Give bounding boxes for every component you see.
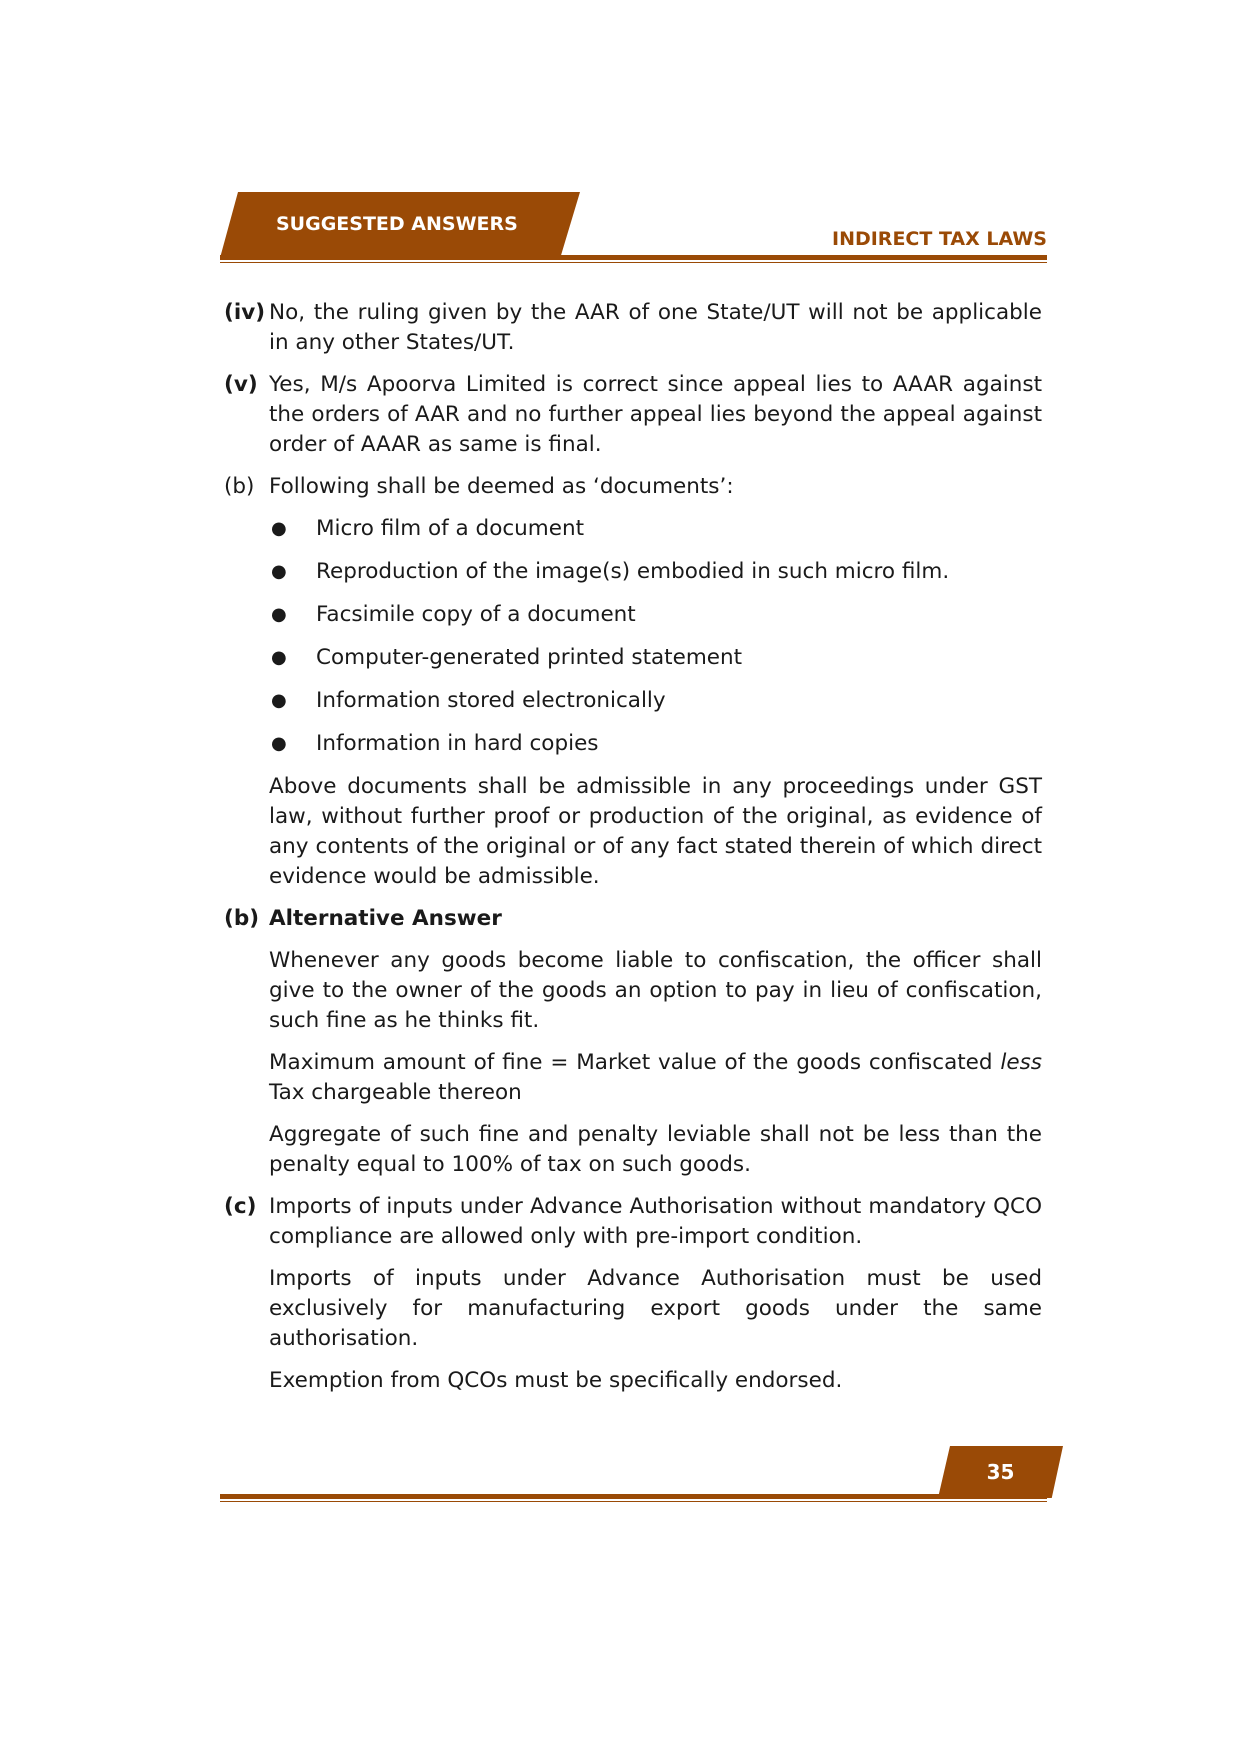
bullet-icon: ● xyxy=(271,690,287,711)
maximum-fine-paragraph xyxy=(269,1048,1042,1108)
item-label: (v) xyxy=(224,372,258,397)
fine-text-after: Tax chargeable thereon xyxy=(269,1080,522,1105)
aggregate-fine-paragraph: Aggregate of such fine and penalty leviable shall not be less than the penalty equal to 100% of tax on such goods. xyxy=(269,1122,1042,1177)
page-number: 35 xyxy=(986,1460,1015,1484)
answer-c xyxy=(224,1192,1042,1252)
list-item-text: Information stored electronically xyxy=(316,688,666,713)
list-item xyxy=(269,600,1042,630)
item-label: (c) xyxy=(224,1194,257,1219)
fine-text-before: Maximum amount of fine = Market value of the goods confiscated xyxy=(269,1050,1001,1075)
answer-b-alternative xyxy=(224,904,1042,934)
fine-text-italic: less xyxy=(1000,1050,1042,1075)
list-item xyxy=(269,643,1042,673)
header-title: INDIRECT TAX LAWS xyxy=(832,228,1047,250)
bullet-icon: ● xyxy=(271,518,287,539)
item-label: (iv) xyxy=(224,300,266,325)
confiscation-paragraph: Whenever any goods become liable to confiscation, the officer shall give to the owner of the goods an option to pay in lieu of confiscation, such fine as he thinks fit. xyxy=(269,948,1042,1033)
item-text: Yes, M/s Apoorva Limited is correct since appeal lies to AAAR against the orders of AAR and no further appeal lies beyond the appeal against order of AAAR as same is final. xyxy=(269,372,1042,457)
footer-rule-thin xyxy=(220,1501,1047,1502)
footer-rule xyxy=(220,1494,1047,1499)
answer-v xyxy=(224,370,1042,460)
header-rule xyxy=(220,255,1047,260)
item-text: Imports of inputs under Advance Authorisation without mandatory QCO compliance are allowed only with pre-import condition. xyxy=(269,1194,1042,1249)
header-rule-thin xyxy=(220,262,1047,263)
list-item-text: Micro film of a document xyxy=(316,516,585,541)
advance-authorisation-paragraph: Imports of inputs under Advance Authorisation must be used exclusively for manufacturing export goods under the same authorisation. xyxy=(269,1266,1042,1351)
item-text: Following shall be deemed as ‘documents’: xyxy=(269,474,734,499)
bullet-icon: ● xyxy=(271,647,287,668)
answer-b xyxy=(224,472,1042,502)
documents-admissibility-paragraph: Above documents shall be admissible in any proceedings under GST law, without further proof or production of the original, as evidence of any contents of the original or of any fact stated therein of which direct evidence would be admissible. xyxy=(269,774,1042,889)
qco-exemption-paragraph: Exemption from QCOs must be specifically endorsed. xyxy=(269,1368,843,1393)
list-item-text: Reproduction of the image(s) embodied in such micro film. xyxy=(316,559,950,584)
documents-list xyxy=(269,514,1042,759)
item-label: (b) xyxy=(224,474,255,499)
page-content xyxy=(224,298,1042,1408)
item-text: No, the ruling given by the AAR of one State/UT will not be applicable in any other States/UT. xyxy=(269,300,1042,355)
list-item xyxy=(269,557,1042,587)
list-item xyxy=(269,686,1042,716)
answer-iv xyxy=(224,298,1042,358)
bullet-icon: ● xyxy=(271,561,287,582)
list-item xyxy=(269,514,1042,544)
list-item-text: Information in hard copies xyxy=(316,731,599,756)
bullet-icon: ● xyxy=(271,733,287,754)
header-tab-label: SUGGESTED ANSWERS xyxy=(276,213,518,235)
item-label: (b) xyxy=(224,906,260,931)
list-item-text: Computer-generated printed statement xyxy=(316,645,743,670)
alternative-answer-heading: Alternative Answer xyxy=(269,906,502,931)
list-item xyxy=(269,729,1042,759)
bullet-icon: ● xyxy=(271,604,287,625)
list-item-text: Facsimile copy of a document xyxy=(316,602,636,627)
